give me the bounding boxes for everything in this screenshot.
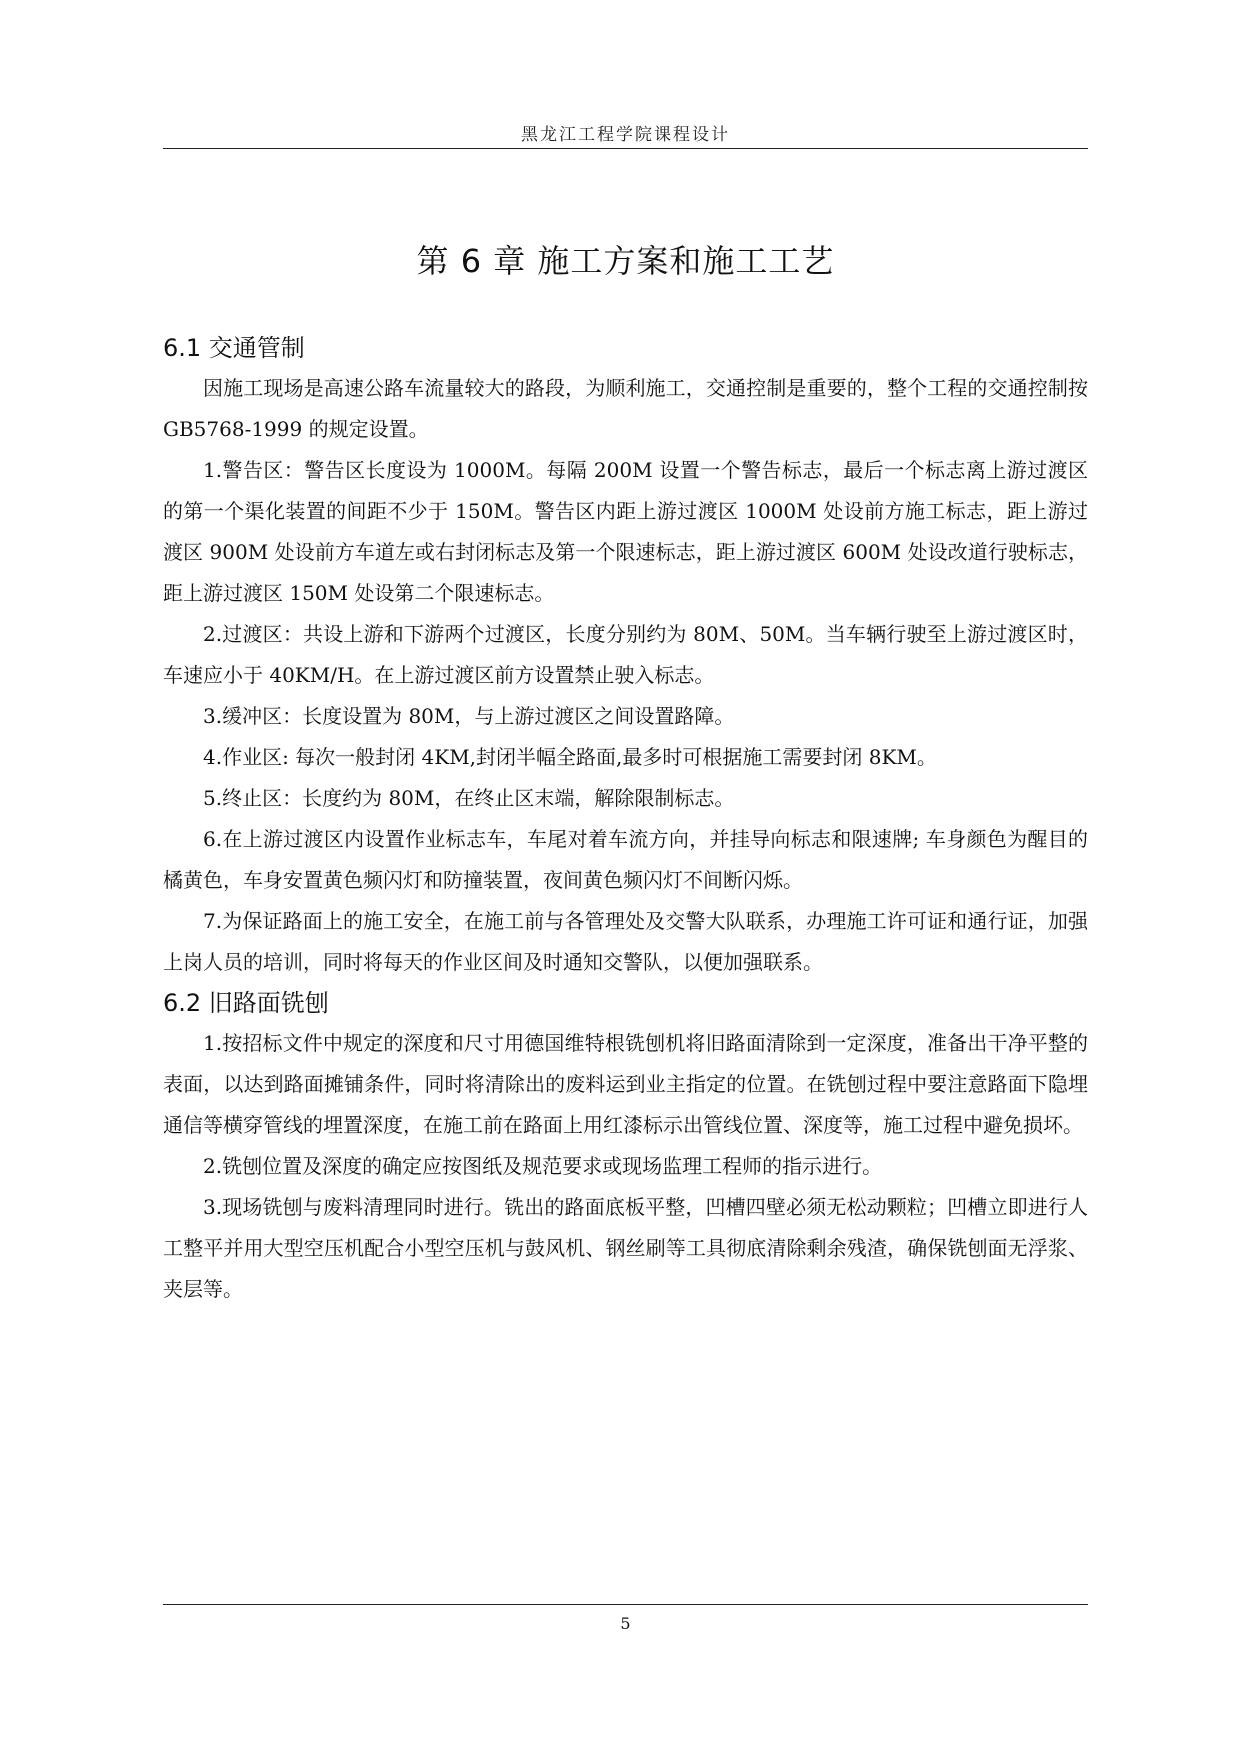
paragraph: 3.缓冲区：长度设置为 80M，与上游过渡区之间设置路障。	[203, 704, 735, 728]
paragraph: 4.作业区: 每次一般封闭 4KM,封闭半幅全路面,最多时可根据施工需要封闭 8KM。	[203, 745, 937, 769]
paragraph: 1.警告区：警告区长度设为 1000M。每隔 200M 设置一个警告标志，最后一个标志离上游过渡区的第一个渠化装置的间距不少于 150M。警告区内距上游过渡区 1000M 处设前方施工标志，距上游过渡区 900M 处设前方车道左或右封闭标志及第一个限速标志，距上游过渡区 600M 处设改道行驶标志，距上游过渡区 150M 处设第二个限速标志。	[163, 458, 1088, 605]
paragraph: 5.终止区：长度约为 80M，在终止区末端，解除限制标志。	[203, 786, 735, 810]
section-old-pavement-milling	[163, 983, 1088, 1310]
paragraph: 2.铣刨位置及深度的确定应按图纸及规范要求或现场监理工程师的指示进行。	[203, 1154, 883, 1178]
page-content	[163, 240, 1088, 1310]
running-header: 黑龙江工程学院课程设计	[521, 125, 730, 145]
section-heading: 6.1 交通管制	[163, 334, 305, 362]
footer-rule	[163, 1604, 1088, 1605]
paragraph: 因施工现场是高速公路车流量较大的路段，为顺利施工，交通控制是重要的，整个工程的交通控制按 GB5768-1999 的规定设置。	[163, 376, 1088, 441]
page-number: 5	[620, 1614, 631, 1633]
paragraph: 7.为保证路面上的施工安全，在施工前与各管理处及交警大队联系，办理施工许可证和通行证，加强上岗人员的培训，同时将每天的作业区间及时通知交警队，以便加强联系。	[163, 909, 1088, 974]
paragraph: 6.在上游过渡区内设置作业标志车，车尾对着车流方向，并挂导向标志和限速牌; 车身颜色为醒目的橘黄色，车身安置黄色频闪灯和防撞装置，夜间黄色频闪灯不间断闪烁。	[163, 827, 1088, 892]
paragraph: 1.按招标文件中规定的深度和尺寸用德国维特根铣刨机将旧路面清除到一定深度，准备出干净平整的表面，以达到路面摊铺条件，同时将清除出的废料运到业主指定的位置。在铣刨过程中要注意路面下隐埋通信等横穿管线的埋置深度，在施工前在路面上用红漆标示出管线位置、深度等，施工过程中避免损坏。	[163, 1031, 1088, 1137]
header-rule	[163, 148, 1088, 149]
section-heading: 6.2 旧路面铣刨	[163, 989, 329, 1017]
chapter-title: 第 6 章 施工方案和施工工艺	[416, 242, 835, 280]
section-traffic-control	[163, 328, 1088, 983]
paragraph: 3.现场铣刨与废料清理同时进行。铣出的路面底板平整，凹槽四壁必须无松动颗粒；凹槽立即进行人工整平并用大型空压机配合小型空压机与鼓风机、钢丝刷等工具彻底清除剩余残渣，确保铣刨面无浮浆、夹层等。	[163, 1195, 1088, 1301]
paragraph: 2.过渡区：共设上游和下游两个过渡区，长度分别约为 80M、50M。当车辆行驶至上游过渡区时，车速应小于 40KM/H。在上游过渡区前方设置禁止驶入标志。	[163, 622, 1088, 687]
